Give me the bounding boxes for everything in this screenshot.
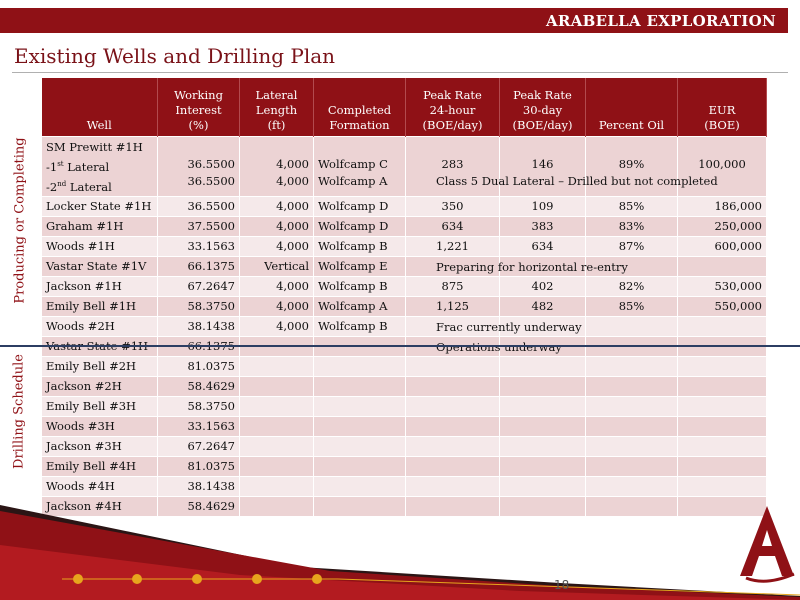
table-row <box>42 396 767 416</box>
peak30-cell <box>500 376 586 396</box>
section-divider <box>0 345 800 347</box>
formation-cell: Wolfcamp A <box>314 296 406 316</box>
lateral-cell <box>240 476 314 496</box>
well-cell: Emily Bell #1H <box>42 296 158 316</box>
well-cell: Jackson #3H <box>42 436 158 456</box>
peak24-cell <box>406 256 628 276</box>
well-cell: Jackson #2H <box>42 376 158 396</box>
well-cell: SM Prewitt #1H -1st Lateral -2nd Lateral <box>42 137 158 197</box>
table-row <box>42 316 767 336</box>
wi-cell: 66.1375 <box>158 256 240 276</box>
lateral-cell: 4,000 <box>240 276 314 296</box>
formation-cell <box>314 476 406 496</box>
wi-cell: 33.1563 <box>158 236 240 256</box>
peak24-cell <box>406 356 500 376</box>
peak30-cell <box>500 436 586 456</box>
peak24-cell <box>406 476 500 496</box>
table-row <box>42 276 767 296</box>
eur-cell <box>678 416 767 436</box>
lateral-cell <box>240 416 314 436</box>
page-title: Existing Wells and Drilling Plan <box>14 44 336 68</box>
oil-cell <box>586 316 678 336</box>
formation-cell <box>314 356 406 376</box>
peak30-cell: 402 <box>500 276 586 296</box>
lateral-cell: 4,000 <box>240 236 314 256</box>
wi-cell: 37.5500 <box>158 216 240 236</box>
well-cell: Emily Bell #4H <box>42 456 158 476</box>
col-header-working-interest: Working Interest (%) <box>158 78 240 137</box>
well-cell: Emily Bell #3H <box>42 396 158 416</box>
oil-cell <box>586 376 678 396</box>
col-header-formation: Completed Formation <box>314 78 406 137</box>
peak24-cell: 350 <box>406 196 500 216</box>
oil-cell: 87% <box>586 236 678 256</box>
lateral-cell: 4,000 <box>240 296 314 316</box>
table-row <box>42 216 767 236</box>
oil-cell: 89% <box>586 137 678 197</box>
table-row <box>42 356 767 376</box>
wi-cell: 81.0375 <box>158 456 240 476</box>
peak30-cell <box>500 396 586 416</box>
wi-cell: 38.1438 <box>158 476 240 496</box>
lateral-cell: Vertical <box>240 256 314 276</box>
lateral-cell: 4,000 4,000 <box>240 137 314 197</box>
oil-cell <box>586 416 678 436</box>
peak30-cell <box>500 456 586 476</box>
formation-cell: Wolfcamp C Wolfcamp A <box>314 137 406 197</box>
eur-cell <box>678 456 767 476</box>
wi-cell: 58.3750 <box>158 296 240 316</box>
table-row <box>42 296 767 316</box>
lateral-cell: 4,000 <box>240 216 314 236</box>
oil-cell <box>586 456 678 476</box>
formation-cell: Wolfcamp E <box>314 256 406 276</box>
eur-cell <box>678 316 767 336</box>
eur-cell <box>678 256 767 276</box>
peak24-cell: 875 <box>406 276 500 296</box>
table-row <box>42 456 767 476</box>
peak24-cell: 1,221 <box>406 236 500 256</box>
eur-cell: 600,000 <box>678 236 767 256</box>
well-cell: Vastar State #1V <box>42 256 158 276</box>
peak24-cell: 283 Class 5 Dual Lateral – Drilled but not completed <box>406 137 500 197</box>
table-row <box>42 416 767 436</box>
oil-cell <box>586 436 678 456</box>
well-cell: Jackson #1H <box>42 276 158 296</box>
wi-cell: 33.1563 <box>158 416 240 436</box>
side-label-drilling: Drilling Schedule <box>11 354 27 469</box>
wi-cell: 58.3750 <box>158 396 240 416</box>
well-cell: Woods #2H <box>42 316 158 336</box>
table-row <box>42 236 767 256</box>
peak24-cell <box>406 396 500 416</box>
lateral-cell <box>240 396 314 416</box>
lateral-cell <box>240 436 314 456</box>
oil-cell: 85% <box>586 296 678 316</box>
col-header-eur: EUR (BOE) <box>678 78 767 137</box>
formation-cell <box>314 376 406 396</box>
well-cell: Woods #3H <box>42 416 158 436</box>
oil-cell <box>586 356 678 376</box>
peak30-cell <box>500 416 586 436</box>
arabella-a-logo-icon <box>736 504 798 584</box>
oil-cell: 85% <box>586 196 678 216</box>
col-header-peak-24h: Peak Rate 24-hour (BOE/day) <box>406 78 500 137</box>
table-header-row <box>42 78 767 137</box>
col-header-percent-oil: Percent Oil <box>586 78 678 137</box>
peak30-cell: 109 <box>500 196 586 216</box>
peak30-cell <box>500 476 586 496</box>
table-row <box>42 196 767 216</box>
peak30-cell: 383 <box>500 216 586 236</box>
lateral-cell <box>240 456 314 476</box>
formation-cell: Wolfcamp B <box>314 236 406 256</box>
footer-decoration <box>0 505 800 600</box>
oil-cell <box>586 476 678 496</box>
formation-cell: Wolfcamp D <box>314 216 406 236</box>
wi-cell: 67.2647 <box>158 276 240 296</box>
formation-cell: Wolfcamp D <box>314 196 406 216</box>
lateral-cell: 4,000 <box>240 316 314 336</box>
eur-cell: 186,000 <box>678 196 767 216</box>
peak24-cell <box>406 316 582 336</box>
col-header-lateral-length: Lateral Length (ft) <box>240 78 314 137</box>
row-note: Class 5 Dual Lateral – Drilled but not completed <box>436 174 718 188</box>
side-label-producing: Producing or Completing <box>12 137 28 304</box>
peak30-cell: 634 <box>500 236 586 256</box>
well-cell: Woods #1H <box>42 236 158 256</box>
header-bar <box>0 8 788 33</box>
well-cell: Graham #1H <box>42 216 158 236</box>
oil-cell: 82% <box>586 276 678 296</box>
wi-cell: 58.4629 <box>158 376 240 396</box>
eur-cell: 550,000 <box>678 296 767 316</box>
lateral-cell: 4,000 <box>240 196 314 216</box>
table-row <box>42 476 767 496</box>
col-header-well: Well <box>42 78 158 137</box>
eur-cell <box>678 356 767 376</box>
title-divider <box>12 72 788 73</box>
eur-cell <box>678 396 767 416</box>
oil-cell <box>586 396 678 416</box>
page-number: 18 <box>554 578 570 592</box>
formation-cell <box>314 396 406 416</box>
formation-cell <box>314 436 406 456</box>
wi-cell: 67.2647 <box>158 436 240 456</box>
oil-cell: 83% <box>586 216 678 236</box>
company-name: ARABELLA EXPLORATION <box>545 11 776 30</box>
wi-cell: 36.5500 <box>158 196 240 216</box>
peak30-cell: 146 <box>500 137 586 197</box>
col-header-peak-30d: Peak Rate 30-day (BOE/day) <box>500 78 586 137</box>
table-row <box>42 436 767 456</box>
peak24-cell <box>406 436 500 456</box>
peak24-cell: 1,125 <box>406 296 500 316</box>
well-cell: Emily Bell #2H <box>42 356 158 376</box>
well-cell: Locker State #1H <box>42 196 158 216</box>
lateral-cell <box>240 376 314 396</box>
eur-cell: 530,000 <box>678 276 767 296</box>
table-row <box>42 256 767 276</box>
row-note: Frac currently underway <box>436 319 582 334</box>
table-row <box>42 137 767 197</box>
wi-cell: 81.0375 <box>158 356 240 376</box>
formation-cell <box>314 456 406 476</box>
formation-cell <box>314 416 406 436</box>
peak24-cell <box>406 376 500 396</box>
lateral-cell <box>240 356 314 376</box>
formation-cell: Wolfcamp B <box>314 316 406 336</box>
eur-cell <box>678 436 767 456</box>
eur-cell: 100,000 <box>678 137 767 197</box>
well-cell: Woods #4H <box>42 476 158 496</box>
formation-cell: Wolfcamp B <box>314 276 406 296</box>
peak30-cell: 482 <box>500 296 586 316</box>
eur-cell <box>678 476 767 496</box>
table-row <box>42 376 767 396</box>
peak24-cell: 634 <box>406 216 500 236</box>
peak24-cell <box>406 416 500 436</box>
eur-cell: 250,000 <box>678 216 767 236</box>
eur-cell <box>678 376 767 396</box>
peak24-cell <box>406 456 500 476</box>
wi-cell: 38.1438 <box>158 316 240 336</box>
well-cell: Jackson #4H <box>42 496 158 516</box>
peak30-cell <box>500 356 586 376</box>
wi-cell: 36.5500 36.5500 <box>158 137 240 197</box>
wells-table <box>41 78 767 517</box>
row-note: Preparing for horizontal re-entry <box>436 259 628 274</box>
wi-cell: 58.4629 <box>158 496 240 516</box>
